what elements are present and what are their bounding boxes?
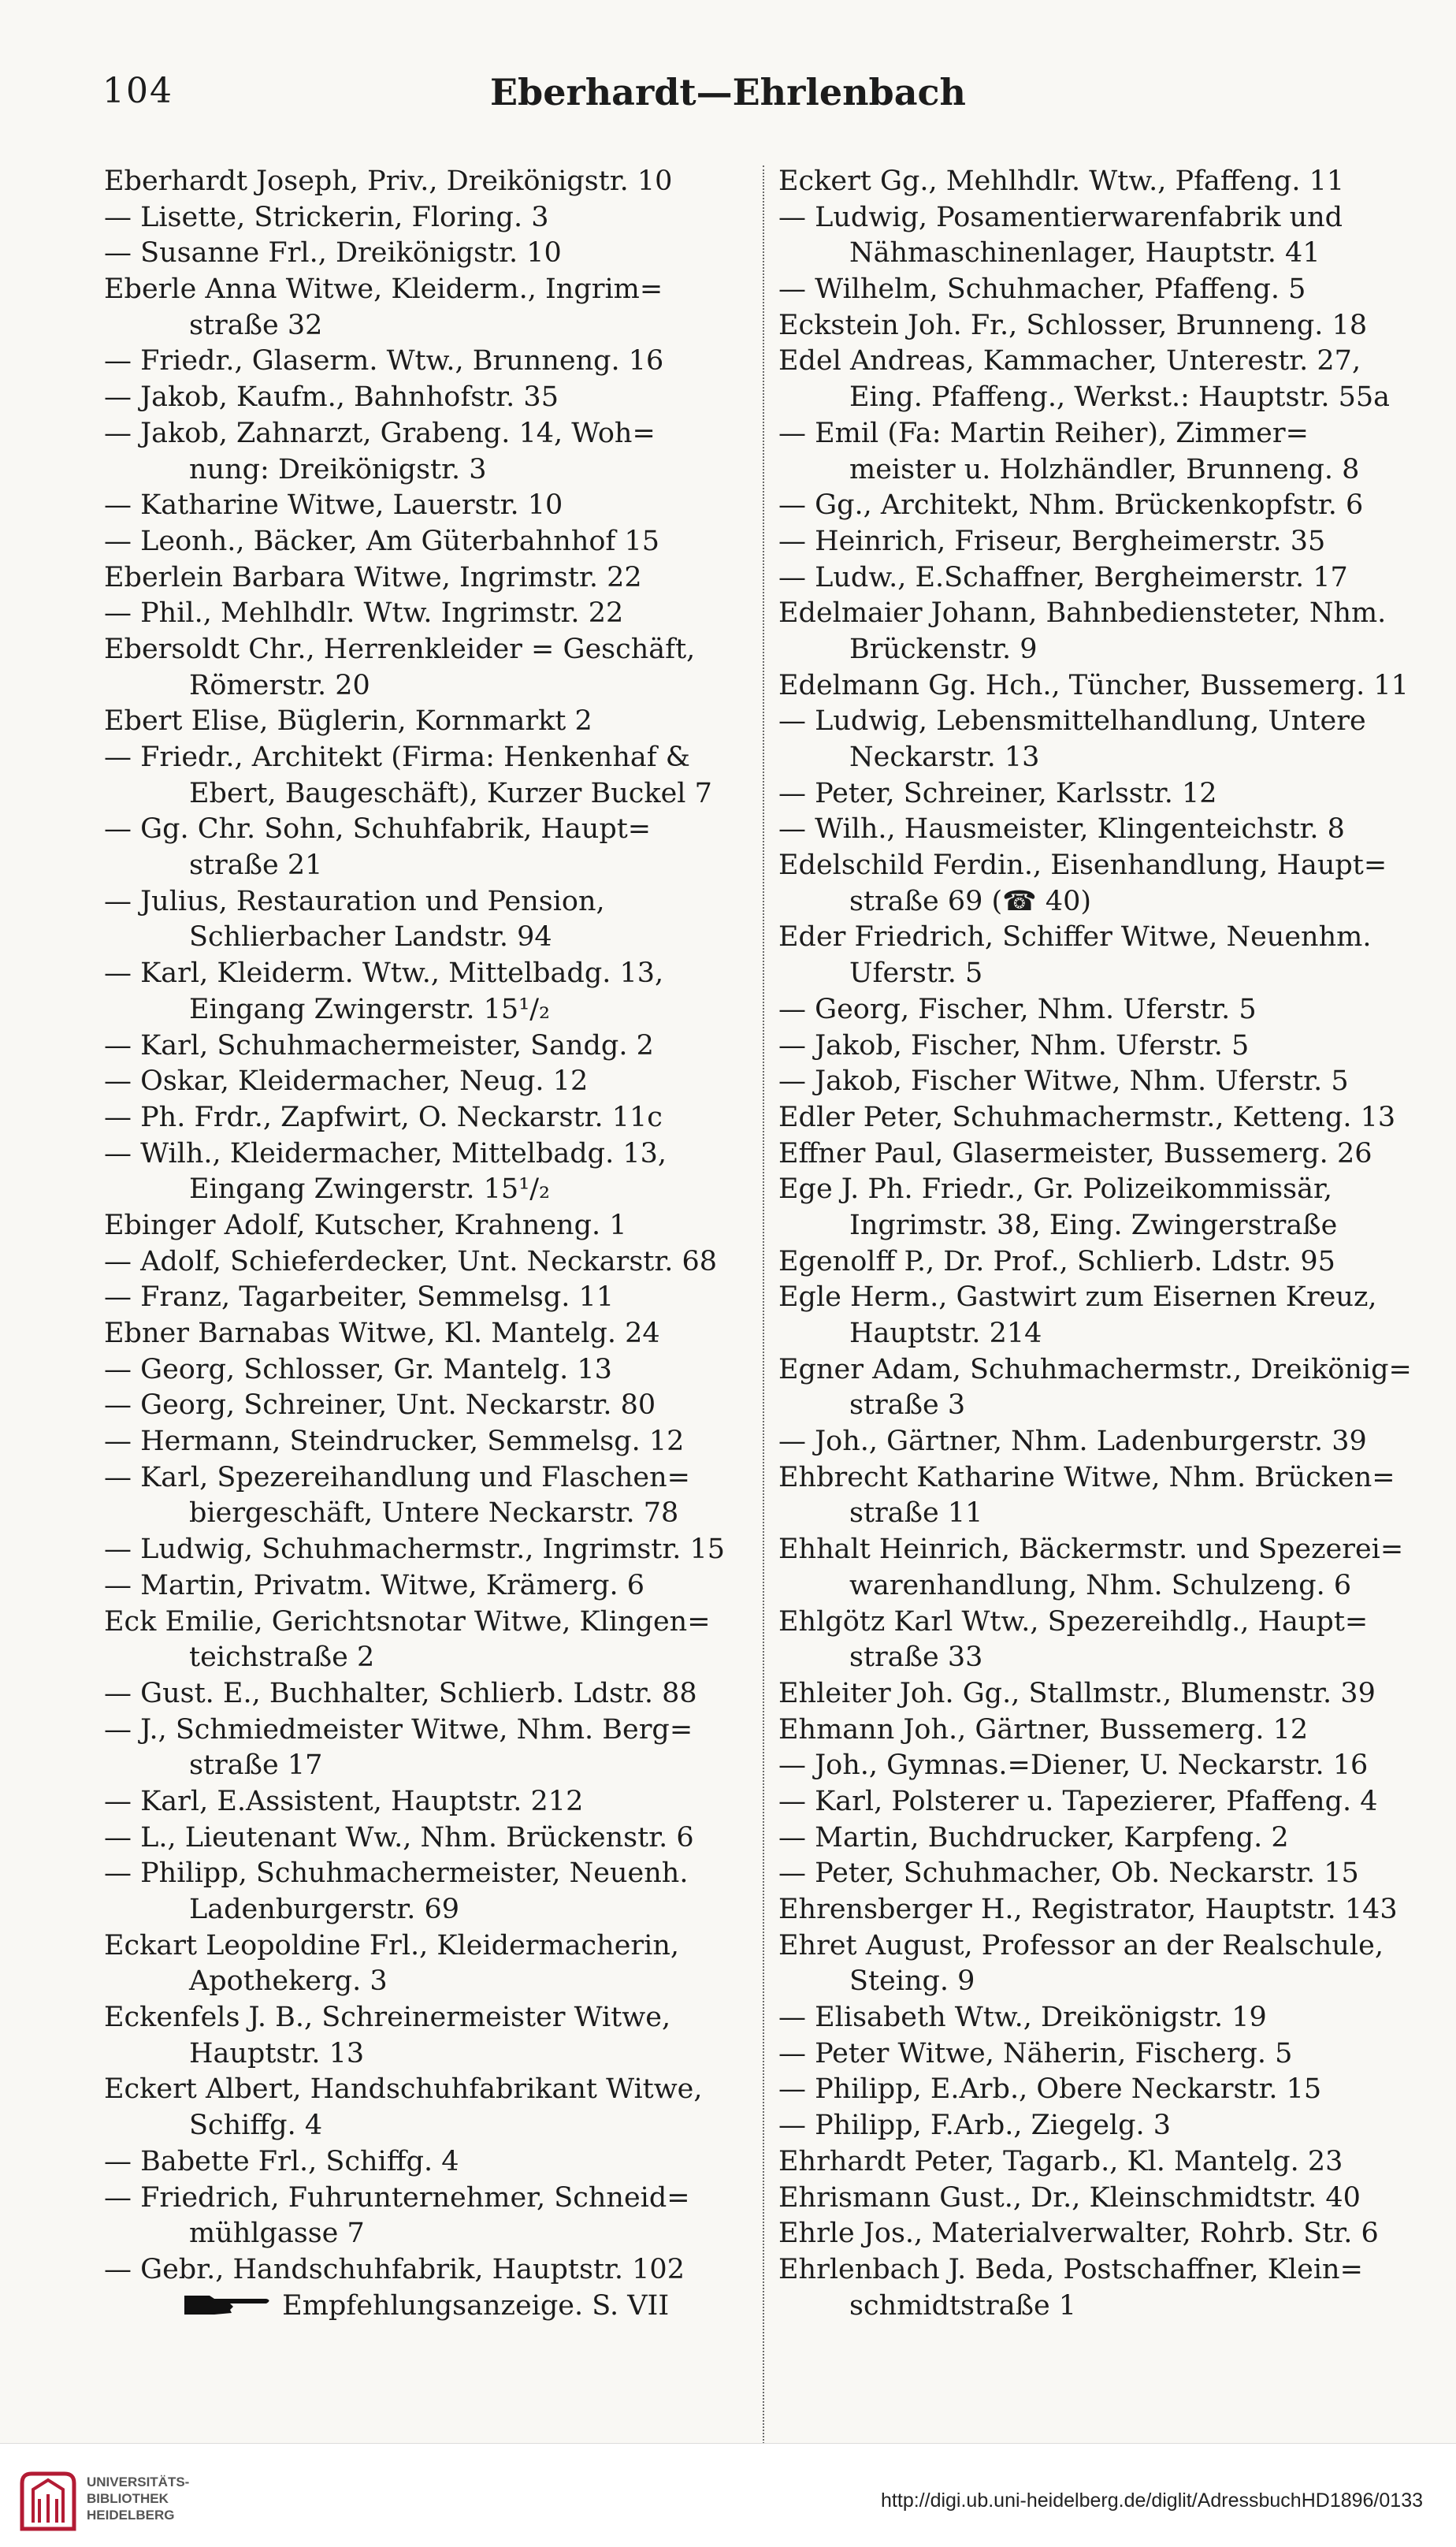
entry-text: — Gg., Architekt, Nhm. Brückenkopfstr. 6 — [778, 489, 1364, 522]
entry-text: Ehleiter Joh. Gg., Stallmstr., Blumenstr. 39 — [778, 1677, 1376, 1709]
entry-text: — Jakob, Fischer Witwe, Nhm. Uferstr. 5 — [778, 1065, 1349, 1098]
entry-text: Ehrlenbach J. Beda, Postschaffner, Klein= — [778, 2253, 1363, 2285]
entry-text: — Adolf, Schieferdecker, Unt. Neckarstr. 68 — [104, 1245, 718, 1277]
directory-entry-line — [778, 416, 1424, 452]
entry-text: Hauptstr. 214 — [849, 1318, 1042, 1349]
directory-entry-line — [778, 1172, 1424, 1208]
directory-entry-line — [778, 1676, 1424, 1712]
directory-entry-line — [104, 2289, 758, 2325]
source-url-link[interactable]: http://digi.ub.uni-heidelberg.de/diglit/AdressbuchHD1896/0133 — [881, 2489, 1423, 2512]
directory-entry-line — [104, 704, 758, 740]
entry-text: Ebert, Baugeschäft), Kurzer Buckel 7 — [189, 777, 712, 809]
directory-entry-line — [104, 2072, 758, 2108]
entry-text: — J., Schmiedmeister Witwe, Nhm. Berg= — [104, 1713, 693, 1746]
directory-entry-line — [104, 632, 758, 668]
directory-entry-line — [104, 1820, 758, 1857]
directory-entry-line — [104, 1460, 758, 1497]
entry-text: — Ph. Frdr., Zapfwirt, O. Neckarstr. 11c — [104, 1101, 663, 1133]
entry-text: — Martin, Buchdrucker, Karpfeng. 2 — [778, 1821, 1289, 1854]
entry-text: Ladenburgerstr. 69 — [189, 1894, 459, 1925]
entry-text: Eberlein Barbara Witwe, Ingrimstr. 22 — [104, 561, 642, 593]
entry-text: — Georg, Fischer, Nhm. Uferstr. 5 — [778, 993, 1257, 1025]
directory-entry-line — [104, 1388, 758, 1424]
directory-entry-line — [778, 956, 1424, 992]
entry-text: Eberle Anna Witwe, Kleiderm., Ingrim= — [104, 273, 663, 306]
directory-entry-line — [104, 380, 758, 416]
entry-text: Eckert Gg., Mehlhdlr. Wtw., Pfaffeng. 11 — [778, 165, 1345, 197]
entry-text: — Ludwig, Schuhmachermstr., Ingrimstr. 15 — [104, 1534, 726, 1566]
directory-entry-line — [104, 452, 758, 489]
entry-text: nung: Dreikönigstr. 3 — [189, 453, 487, 485]
entry-text: straße 32 — [189, 309, 323, 341]
directory-entry-line — [778, 1208, 1424, 1244]
directory-entry-line — [778, 1028, 1424, 1065]
directory-entry-line — [104, 1064, 758, 1100]
entry-text: straße 33 — [849, 1642, 983, 1674]
directory-entry-line — [778, 164, 1424, 200]
entry-text: Ehmann Joh., Gärtner, Bussemerg. 12 — [778, 1713, 1309, 1746]
directory-entry-line — [104, 1136, 758, 1173]
entry-text: Schlierbacher Landstr. 94 — [189, 921, 552, 954]
directory-entry-line — [104, 2252, 758, 2289]
directory-entry-line — [778, 992, 1424, 1028]
entry-text: — Karl, E.Assistent, Hauptstr. 212 — [104, 1785, 584, 1817]
directory-entry-line — [104, 1208, 758, 1244]
entry-text: straße 11 — [849, 1497, 983, 1530]
directory-entry-line — [104, 1928, 758, 1965]
entry-text: — Babette Frl., Schiffg. 4 — [104, 2145, 459, 2177]
entry-text: Steing. 9 — [849, 1965, 975, 1998]
directory-entry-line — [778, 236, 1424, 272]
directory-entry-line — [104, 1352, 758, 1389]
entry-text: — Georg, Schreiner, Unt. Neckarstr. 80 — [104, 1389, 656, 1422]
entry-text: Ehlgötz Karl Wtw., Spezereihdlg., Haupt= — [778, 1605, 1369, 1638]
entry-text: Egenolff P., Dr. Prof., Schlierb. Ldstr. 95 — [778, 1245, 1335, 1277]
directory-entry-line — [104, 236, 758, 272]
directory-entry-line — [778, 1604, 1424, 1641]
directory-entry-line — [104, 1532, 758, 1568]
entry-text: — Karl, Kleiderm. Wtw., Mittelbadg. 13, — [104, 957, 664, 990]
entry-text: — Peter Witwe, Näherin, Fischerg. 5 — [778, 2037, 1293, 2069]
directory-entry-line — [104, 2144, 758, 2181]
entry-text: Ebinger Adolf, Kutscher, Krahneng. 1 — [104, 1209, 627, 1241]
entry-text: straße 69 (☎ 40) — [849, 885, 1092, 917]
entry-text: Ehbrecht Katharine Witwe, Nhm. Brücken= — [778, 1461, 1395, 1493]
entry-text: — Ludwig, Posamentierwarenfabrik und — [778, 201, 1343, 233]
entry-text: — Gust. E., Buchhalter, Schlierb. Ldstr. 88 — [104, 1677, 697, 1709]
entry-text: — Joh., Gymnas.=Diener, U. Neckarstr. 16 — [778, 1749, 1369, 1782]
directory-entry-line — [778, 452, 1424, 489]
directory-entry-line — [104, 1316, 758, 1352]
entry-text: — Friedr., Architekt (Firma: Henkenhaf & — [104, 742, 690, 773]
directory-entry-line — [778, 668, 1424, 705]
directory-entry-line — [778, 1640, 1424, 1676]
directory-entry-line — [104, 164, 758, 200]
entry-text: Apothekerg. 3 — [189, 1965, 388, 1998]
directory-entry-line — [778, 1784, 1424, 1820]
entry-text: — Martin, Privatm. Witwe, Krämerg. 6 — [104, 1569, 645, 1601]
entry-text: Schiffg. 4 — [189, 2110, 323, 2142]
entry-text: Ebert Elise, Büglerin, Kornmarkt 2 — [104, 705, 592, 738]
entry-text: — Karl, Schuhmachermeister, Sandg. 2 — [104, 1029, 654, 1062]
entry-text: Egle Herm., Gastwirt zum Eisernen Kreuz, — [778, 1281, 1377, 1314]
directory-entry-line — [104, 200, 758, 236]
entry-text: Ege J. Ph. Friedr., Gr. Polizeikommissär, — [778, 1173, 1332, 1206]
directory-entry-line — [104, 1172, 758, 1208]
entry-text: — Peter, Schreiner, Karlsstr. 12 — [778, 777, 1217, 809]
directory-entry-line — [778, 2000, 1424, 2036]
entry-text: — Friedr., Glaserm. Wtw., Brunneng. 16 — [104, 345, 664, 377]
directory-entry-line — [778, 2108, 1424, 2144]
entry-text: — Joh., Gärtner, Nhm. Ladenburgerstr. 39 — [778, 1426, 1367, 1458]
entry-text: Uferstr. 5 — [849, 957, 983, 990]
directory-entry-line — [104, 1676, 758, 1712]
directory-entry-line — [778, 488, 1424, 524]
entry-text: — Karl, Spezereihandlung und Flaschen= — [104, 1461, 691, 1493]
entry-text: — Ludwig, Lebensmittelhandlung, Untere — [778, 705, 1366, 738]
entry-text: Eberhardt Joseph, Priv., Dreikönigstr. 10 — [104, 165, 673, 197]
directory-entry-line — [778, 308, 1424, 344]
entry-text: Effner Paul, Glasermeister, Bussemerg. 26 — [778, 1137, 1372, 1169]
entry-text: — Wilh., Kleidermacher, Mittelbadg. 13, — [104, 1137, 667, 1169]
entry-text: Eckert Albert, Handschuhfabrikant Witwe, — [104, 2073, 703, 2106]
logo-line: HEIDELBERG — [87, 2508, 175, 2523]
directory-entry-line — [778, 1460, 1424, 1497]
directory-entry-line — [778, 1352, 1424, 1389]
entry-text: — Wilh., Hausmeister, Klingenteichstr. 8 — [778, 813, 1345, 846]
directory-entry-line — [778, 1892, 1424, 1928]
directory-entry-line — [104, 812, 758, 848]
entry-text: Hauptstr. 13 — [189, 2037, 365, 2069]
directory-entry-line — [778, 2036, 1424, 2073]
directory-entry-line — [778, 1280, 1424, 1316]
directory-entry-line — [778, 848, 1424, 884]
directory-entry-line — [778, 560, 1424, 597]
directory-entry-line — [778, 1424, 1424, 1460]
directory-entry-line — [778, 2252, 1424, 2289]
entry-text: meister u. Holzhändler, Brunneng. 8 — [849, 453, 1360, 485]
directory-entry-line — [778, 1496, 1424, 1532]
entry-text: Eingang Zwingerstr. 15¹/₂ — [189, 1173, 551, 1206]
entry-text: — Jakob, Kaufm., Bahnhofstr. 35 — [104, 381, 559, 414]
directory-entry-line — [778, 920, 1424, 956]
directory-entry-line — [778, 1532, 1424, 1568]
directory-entry-line — [778, 1856, 1424, 1892]
entry-text: — Elisabeth Wtw., Dreikönigstr. 19 — [778, 2002, 1267, 2034]
entry-text: mühlgasse 7 — [189, 2218, 365, 2250]
entry-text: Edler Peter, Schuhmachermstr., Ketteng. 13 — [778, 1101, 1396, 1133]
entry-text: Edel Andreas, Kammacher, Unterestr. 27, — [778, 345, 1361, 377]
entry-text: — Franz, Tagarbeiter, Semmelsg. 11 — [104, 1281, 615, 1314]
entry-text: Römerstr. 20 — [189, 669, 370, 701]
directory-entry-line — [778, 740, 1424, 776]
directory-entry-line — [104, 1640, 758, 1676]
directory-entry-line — [778, 632, 1424, 668]
footer-bar — [0, 2443, 1456, 2547]
entry-text: Eckenfels J. B., Schreinermeister Witwe, — [104, 2002, 671, 2034]
entry-text: Eingang Zwingerstr. 15¹/₂ — [189, 993, 551, 1025]
entry-text: Ehret August, Professor an der Realschule, — [778, 1929, 1384, 1961]
entry-text: Nähmaschinenlager, Hauptstr. 41 — [849, 237, 1320, 270]
page-number: 104 — [102, 71, 173, 111]
entry-text: warenhandlung, Nhm. Schulzeng. 6 — [849, 1569, 1352, 1601]
library-logo-text — [87, 2474, 189, 2523]
directory-entry-line — [104, 668, 758, 705]
entry-text: straße 3 — [849, 1389, 966, 1422]
entry-text: — Hermann, Steindrucker, Semmelsg. 12 — [104, 1426, 685, 1458]
entry-text: — Emil (Fa: Martin Reiher), Zimmer= — [778, 417, 1309, 449]
left-column — [104, 164, 758, 2324]
directory-entry-line — [104, 1712, 758, 1749]
directory-entry-line — [104, 776, 758, 812]
entry-text: Eder Friedrich, Schiffer Witwe, Neuenhm. — [778, 921, 1372, 954]
entry-text: biergeschäft, Untere Neckarstr. 78 — [189, 1497, 679, 1530]
logo-line: UNIVERSITÄTS- — [87, 2474, 190, 2489]
directory-entry-line — [104, 1856, 758, 1892]
entry-text: — Georg, Schlosser, Gr. Mantelg. 13 — [104, 1353, 612, 1385]
column-divider — [763, 165, 764, 2447]
entry-text: straße 17 — [189, 1749, 323, 1782]
entry-text: — Friedrich, Fuhrunternehmer, Schneid= — [104, 2181, 690, 2214]
entry-text: Eckstein Joh. Fr., Schlosser, Brunneng. 18 — [778, 309, 1368, 341]
entry-text: — Philipp, F.Arb., Ziegelg. 3 — [778, 2110, 1172, 2142]
entry-text: — Jakob, Zahnarzt, Grabeng. 14, Woh= — [104, 417, 656, 449]
directory-entry-line — [778, 1316, 1424, 1352]
directory-entry-line — [778, 1244, 1424, 1281]
directory-entry-line — [778, 1712, 1424, 1749]
entry-text: — Karl, Polsterer u. Tapezierer, Pfaffeng. 4 — [778, 1785, 1378, 1817]
entry-text: — Lisette, Strickerin, Floring. 3 — [104, 201, 549, 233]
directory-entry-line — [778, 1388, 1424, 1424]
entry-text: Ebner Barnabas Witwe, Kl. Mantelg. 24 — [104, 1318, 660, 1349]
right-column — [778, 164, 1424, 2324]
entry-text: Ingrimstr. 38, Eing. Zwingerstraße — [849, 1209, 1338, 1241]
entry-text: — Susanne Frl., Dreikönigstr. 10 — [104, 237, 562, 270]
directory-entry-line — [104, 2036, 758, 2073]
directory-entry-line — [104, 524, 758, 560]
directory-entry-line — [104, 1244, 758, 1281]
directory-entry-line — [104, 848, 758, 884]
entry-text: — Peter, Schuhmacher, Ob. Neckarstr. 15 — [778, 1857, 1359, 1890]
entry-text: — Gg. Chr. Sohn, Schuhfabrik, Haupt= — [104, 813, 652, 846]
entry-text: Ehhalt Heinrich, Bäckermstr. und Spezerei= — [778, 1534, 1404, 1566]
logo-line: BIBLIOTHEK — [87, 2491, 169, 2506]
directory-entry-line — [104, 596, 758, 632]
directory-entry-line — [104, 488, 758, 524]
directory-entry-line — [778, 200, 1424, 236]
entry-text: schmidtstraße 1 — [849, 2289, 1077, 2322]
directory-entry-line — [778, 2181, 1424, 2217]
directory-entry-line — [778, 2289, 1424, 2325]
directory-entry-line — [104, 2216, 758, 2252]
directory-entry-line — [778, 704, 1424, 740]
directory-entry-line — [104, 956, 758, 992]
entry-text: Eckart Leopoldine Frl., Kleidermacherin, — [104, 1929, 680, 1961]
directory-entry-line — [104, 920, 758, 956]
directory-entry-line — [104, 308, 758, 344]
directory-entry-line — [104, 2000, 758, 2036]
directory-entry-line — [778, 2144, 1424, 2181]
directory-entry-line — [778, 1964, 1424, 2000]
entry-text: Eing. Pfaffeng., Werkst.: Hauptstr. 55a — [849, 381, 1391, 414]
directory-entry-line — [778, 776, 1424, 812]
entry-text: — Jakob, Fischer, Nhm. Uferstr. 5 — [778, 1029, 1250, 1062]
directory-entry-line — [104, 1964, 758, 2000]
entry-text: — Julius, Restauration und Pension, — [104, 885, 605, 917]
entry-text: Ehrensberger H., Registrator, Hauptstr. 143 — [778, 1894, 1398, 1925]
directory-entry-line — [104, 740, 758, 776]
entry-text: Ehrismann Gust., Dr., Kleinschmidtstr. 40 — [778, 2181, 1361, 2214]
entry-text: Edelmann Gg. Hch., Tüncher, Bussemerg. 11 — [778, 669, 1409, 701]
entry-text: — Heinrich, Friseur, Bergheimerstr. 35 — [778, 525, 1326, 557]
directory-entry-line — [104, 1028, 758, 1065]
entry-text: — Katharine Witwe, Lauerstr. 10 — [104, 489, 563, 522]
directory-entry-line — [104, 1100, 758, 1136]
directory-entry-line — [778, 2072, 1424, 2108]
directory-entry-line — [104, 884, 758, 920]
directory-entry-line — [778, 272, 1424, 308]
entry-text: Ehrhardt Peter, Tagarb., Kl. Mantelg. 23 — [778, 2145, 1343, 2177]
directory-entry-line — [778, 1136, 1424, 1173]
entry-text: — Wilhelm, Schuhmacher, Pfaffeng. 5 — [778, 273, 1306, 306]
entry-text: — Gebr., Handschuhfabrik, Hauptstr. 102 — [104, 2253, 685, 2285]
directory-entry-line — [778, 1100, 1424, 1136]
entry-text: — Philipp, E.Arb., Obere Neckarstr. 15 — [778, 2073, 1322, 2106]
entry-text: — Leonh., Bäcker, Am Güterbahnhof 15 — [104, 525, 660, 557]
directory-entry-line — [104, 560, 758, 597]
entry-text: Eck Emilie, Gerichtsnotar Witwe, Klingen= — [104, 1605, 711, 1638]
entry-text: Empfehlungsanzeige. S. VII — [282, 2289, 670, 2322]
pointing-hand-icon — [183, 2291, 273, 2318]
running-title: Eberhardt—Ehrlenbach — [490, 71, 966, 113]
entry-text: — L., Lieutenant Ww., Nhm. Brückenstr. 6 — [104, 1821, 694, 1854]
directory-entry-line — [104, 2108, 758, 2144]
directory-entry-line — [778, 884, 1424, 920]
entry-text: — Philipp, Schuhmachermeister, Neuenh. — [104, 1857, 689, 1890]
directory-entry-line — [104, 1568, 758, 1604]
entry-text: Ebersoldt Chr., Herrenkleider = Geschäft, — [104, 633, 696, 665]
entry-text: — Ludw., E.Schaffner, Bergheimerstr. 17 — [778, 561, 1348, 593]
directory-entry-line — [104, 1892, 758, 1928]
directory-entry-line — [778, 380, 1424, 416]
directory-entry-line — [778, 2216, 1424, 2252]
entry-text: Neckarstr. 13 — [849, 742, 1040, 773]
entry-text: teichstraße 2 — [189, 1642, 375, 1674]
entry-text: Brückenstr. 9 — [849, 633, 1038, 665]
directory-entry-line — [104, 1280, 758, 1316]
directory-entry-line — [778, 1064, 1424, 1100]
directory-entry-line — [104, 1748, 758, 1784]
directory-entry-line — [104, 2181, 758, 2217]
directory-entry-line — [778, 812, 1424, 848]
directory-entry-line — [104, 1496, 758, 1532]
entry-text: Edelmaier Johann, Bahnbediensteter, Nhm. — [778, 597, 1387, 630]
directory-entry-line — [104, 416, 758, 452]
directory-entry-line — [778, 344, 1424, 380]
entry-text: — Oskar, Kleidermacher, Neug. 12 — [104, 1065, 589, 1098]
entry-text: Egner Adam, Schuhmachermstr., Dreikönig= — [778, 1353, 1412, 1385]
university-seal-icon — [16, 2467, 80, 2532]
directory-entry-line — [778, 524, 1424, 560]
directory-entry-line — [778, 1928, 1424, 1965]
directory-entry-line — [104, 1604, 758, 1641]
directory-entry-line — [104, 1424, 758, 1460]
entry-text: Ehrle Jos., Materialverwalter, Rohrb. Str. 6 — [778, 2218, 1379, 2250]
directory-entry-line — [778, 596, 1424, 632]
directory-entry-line — [778, 1820, 1424, 1857]
directory-entry-line — [778, 1568, 1424, 1604]
directory-entry-line — [104, 1784, 758, 1820]
directory-entry-line — [104, 992, 758, 1028]
directory-entry-line — [778, 1748, 1424, 1784]
entry-text: — Phil., Mehlhdlr. Wtw. Ingrimstr. 22 — [104, 597, 624, 630]
directory-entry-line — [104, 272, 758, 308]
directory-entry-line — [104, 344, 758, 380]
entry-text: straße 21 — [189, 850, 323, 882]
entry-text: Edelschild Ferdin., Eisenhandlung, Haupt= — [778, 850, 1387, 882]
